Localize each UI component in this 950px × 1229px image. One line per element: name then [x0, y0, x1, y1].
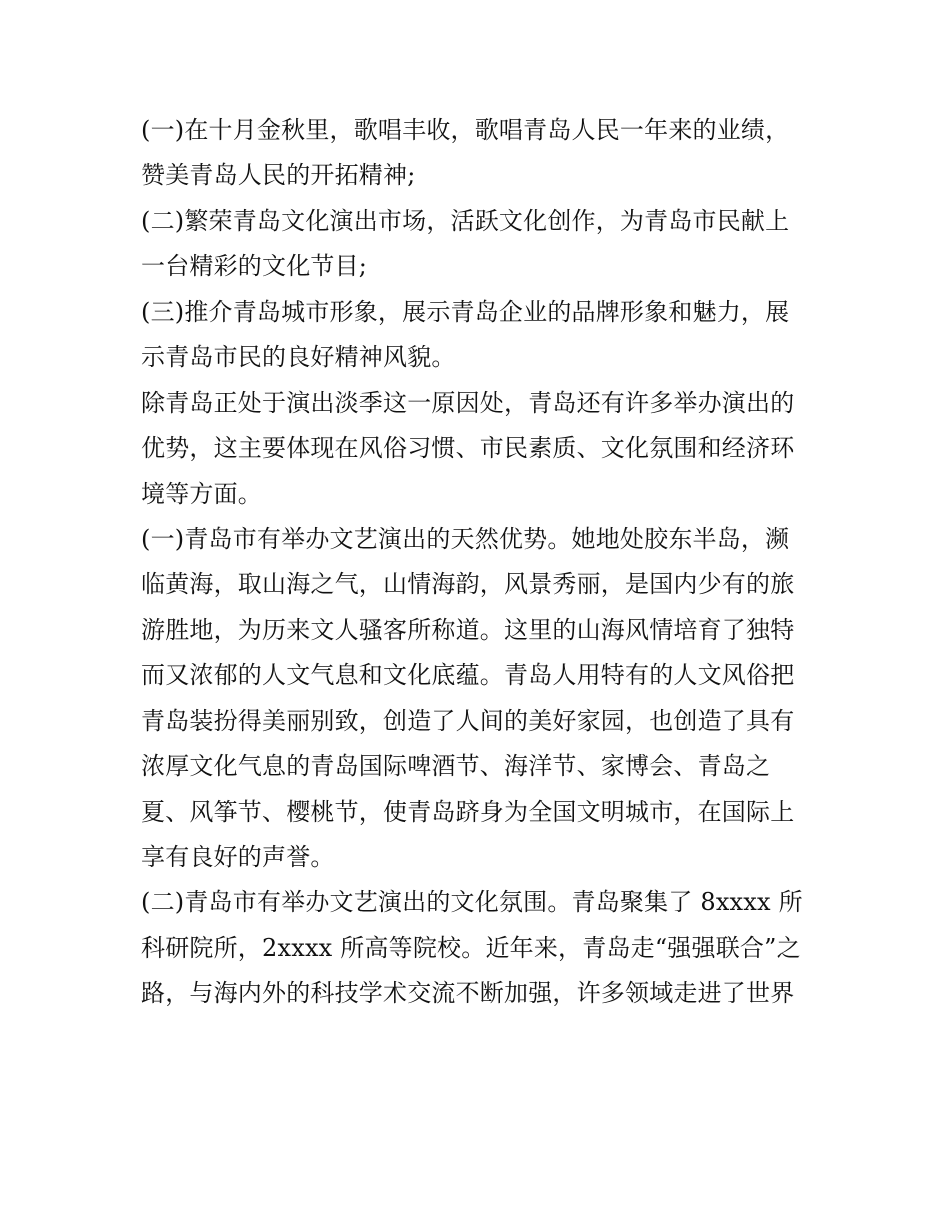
text-line: 一台精彩的文化节目; — [141, 252, 368, 281]
text-line: 科研院所，2xxxx 所高等院校。近年来，青岛走“强强联合”之 — [141, 933, 801, 962]
text-line: (一)青岛市有举办文艺演出的天然优势。她地处胶东半岛，濒 — [141, 524, 790, 553]
text-line: (三)推介青岛城市形象，展示青岛企业的品牌形象和魅力，展 — [141, 297, 790, 326]
text-line: (二)青岛市有举办文艺演出的文化氛围。青岛聚集了 8xxxx 所 — [141, 888, 803, 917]
text-line: 游胜地，为历来文人骚客所称道。这里的山海风情培育了独特 — [141, 615, 795, 644]
text-line: 境等方面。 — [141, 479, 262, 508]
text-line: 优势，这主要体现在风俗习惯、市民素质、文化氛围和经济环 — [141, 434, 795, 463]
text-line: 示青岛市民的良好精神风貌。 — [141, 343, 456, 372]
text-line: (一)在十月金秋里，歌唱丰收，歌唱青岛人民一年来的业绩， — [141, 116, 790, 144]
text-line: 除青岛正处于演出淡季这一原因处，青岛还有许多举办演出的 — [141, 388, 795, 417]
document-body — [141, 108, 821, 1017]
text-line: 青岛装扮得美丽别致，创造了人间的美好家园，也创造了具有 — [141, 706, 795, 735]
text-line: 临黄海，取山海之气，山情海韵，风景秀丽，是国内少有的旅 — [141, 570, 795, 599]
text-line: 路，与海内外的科技学术交流不断加强，许多领域走进了世界 — [141, 979, 795, 1008]
text-line: 而又浓郁的人文气息和文化底蕴。青岛人用特有的人文风俗把 — [141, 661, 795, 690]
text-line: (二)繁荣青岛文化演出市场，活跃文化创作，为青岛市民献上 — [141, 206, 790, 235]
text-line: 浓厚文化气息的青岛国际啤酒节、海洋节、家博会、青岛之 — [141, 752, 771, 781]
text-line: 享有良好的声誉。 — [141, 843, 335, 871]
text-line: 夏、风筝节、樱桃节，使青岛跻身为全国文明城市，在国际上 — [141, 797, 795, 826]
text-line: 赞美青岛人民的开拓精神; — [141, 161, 416, 190]
